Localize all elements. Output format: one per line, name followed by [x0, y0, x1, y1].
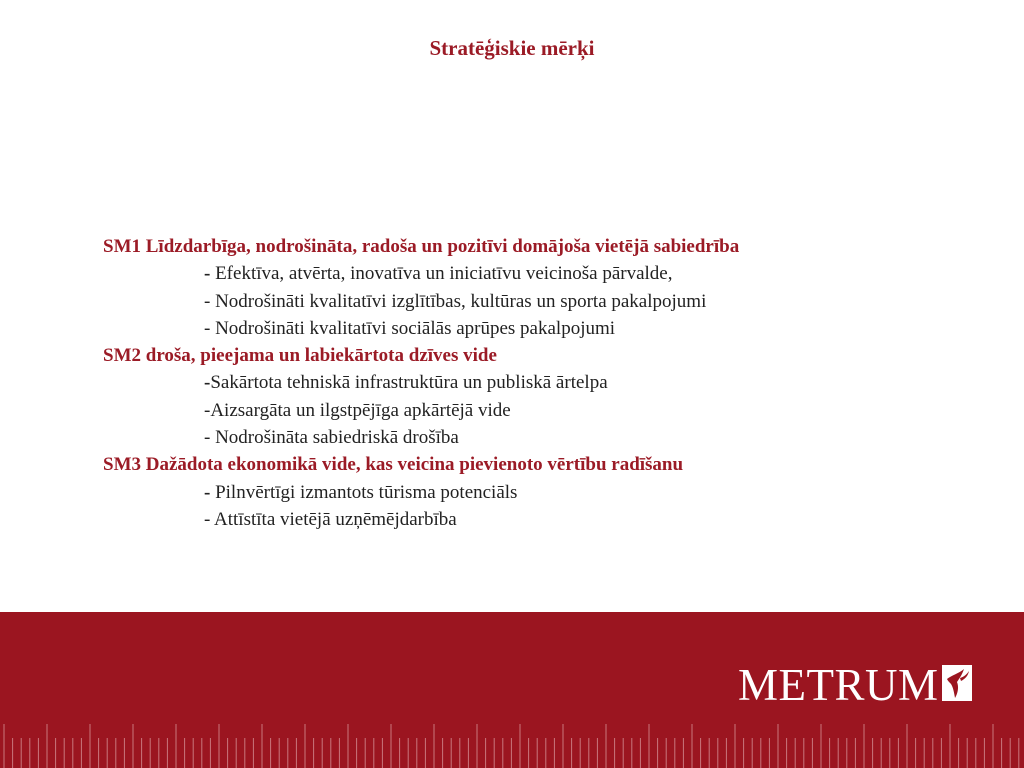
slide-title: Stratēģiskie mērķi — [429, 36, 595, 60]
goals-list — [103, 233, 1003, 533]
metrum-logo — [738, 660, 972, 710]
goal-heading-sm2: SM2 droša, pieejama un labiekārtota dzīves vide — [103, 345, 497, 367]
item-text: - Nodrošināti kvalitatīvi sociālās aprūpes pakalpojumi — [204, 317, 616, 339]
goal-heading-sm1: SM1 Līdzdarbīga, nodrošināta, radoša un pozitīvi domājoša vietējā sabiedrība — [103, 236, 740, 257]
goal-item — [103, 288, 1003, 315]
item-text: - Attīstīta vietējā uzņēmējdarbība — [204, 508, 457, 530]
item-text: Pilnvērtīgi izmantots tūrisma potenciāls — [215, 481, 518, 503]
ruler-decoration — [0, 724, 1024, 768]
item-dash: - — [204, 481, 216, 503]
goal-item — [103, 506, 1003, 533]
item-text: - Nodrošināta sabiedriskā drošība — [204, 427, 459, 449]
item-dash: - — [204, 372, 211, 394]
footer-band — [0, 612, 1024, 768]
logo-text: METRUM — [738, 660, 939, 710]
item-text: -Aizsargāta un ilgstpējīga apkārtējā vide — [204, 399, 511, 421]
item-dash: - — [204, 263, 216, 285]
goal-item — [103, 369, 1003, 396]
goal-item — [103, 424, 1003, 451]
goal-heading-sm3: SM3 Dažādota ekonomikā vide, kas veicina pievienoto vērtību radīšanu — [103, 454, 684, 476]
item-text: Efektīva, atvērta, inovatīva un iniciatīvu veicinoša pārvalde, — [215, 263, 673, 285]
goal-item — [103, 479, 1003, 506]
item-text: - Nodrošināti kvalitatīvi izglītības, kultūras un sporta pakalpojumi — [204, 290, 707, 312]
goal-item — [103, 397, 1003, 424]
bird-mark-icon — [942, 665, 972, 701]
goal-item — [103, 315, 1003, 342]
goal-item — [103, 260, 1003, 287]
item-text: Sakārtota tehniskā infrastruktūra un publiskā ārtelpa — [210, 372, 608, 394]
